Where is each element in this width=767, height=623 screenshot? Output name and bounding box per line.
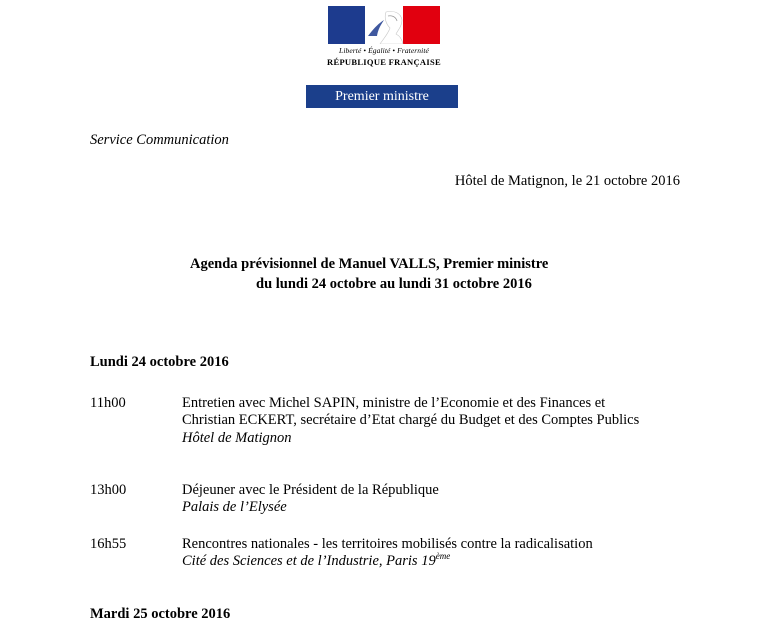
event-description: Déjeuner avec le Président de la République — [182, 482, 439, 498]
event-description: Rencontres nationales - les territoires mobilisés contre la radicalisation — [182, 536, 593, 552]
event-place-superscript: ème — [435, 551, 451, 561]
dateline: Hôtel de Matignon, le 21 octobre 2016 — [454, 173, 680, 189]
motto-text: Liberté • Égalité • Fraternité — [339, 46, 429, 55]
premier-ministre-banner: Premier ministre — [306, 85, 458, 108]
service-communication: Service Communication — [90, 132, 229, 148]
event-description: Christian ECKERT, secrétaire d’Etat chargé du Budget et des Comptes Publics — [182, 412, 640, 428]
event-place-text: Cité des Sciences et de l’Industrie, Paris 19 — [182, 553, 436, 569]
event-place — [182, 553, 450, 570]
event-place: Hôtel de Matignon — [182, 430, 292, 446]
agenda-title-line1: Agenda prévisionnel de Manuel VALLS, Premier ministre — [190, 256, 549, 272]
event-time: 13h00 — [90, 482, 127, 498]
republique-francaise-logo — [327, 6, 441, 67]
event-time: 11h00 — [90, 395, 126, 411]
event-place: Palais de l’Elysée — [182, 499, 287, 515]
event-description: Entretien avec Michel SAPIN, ministre de l’Economie et des Finances et — [182, 395, 606, 411]
event-time: 16h55 — [90, 536, 127, 552]
agenda-title-line2: du lundi 24 octobre au lundi 31 octobre 2016 — [256, 276, 532, 292]
day-heading: Lundi 24 octobre 2016 — [90, 354, 229, 370]
day-heading: Mardi 25 octobre 2016 — [90, 606, 231, 622]
marianne-flag-icon — [328, 6, 440, 44]
republique-francaise-text: RÉPUBLIQUE FRANÇAISE — [327, 57, 441, 67]
